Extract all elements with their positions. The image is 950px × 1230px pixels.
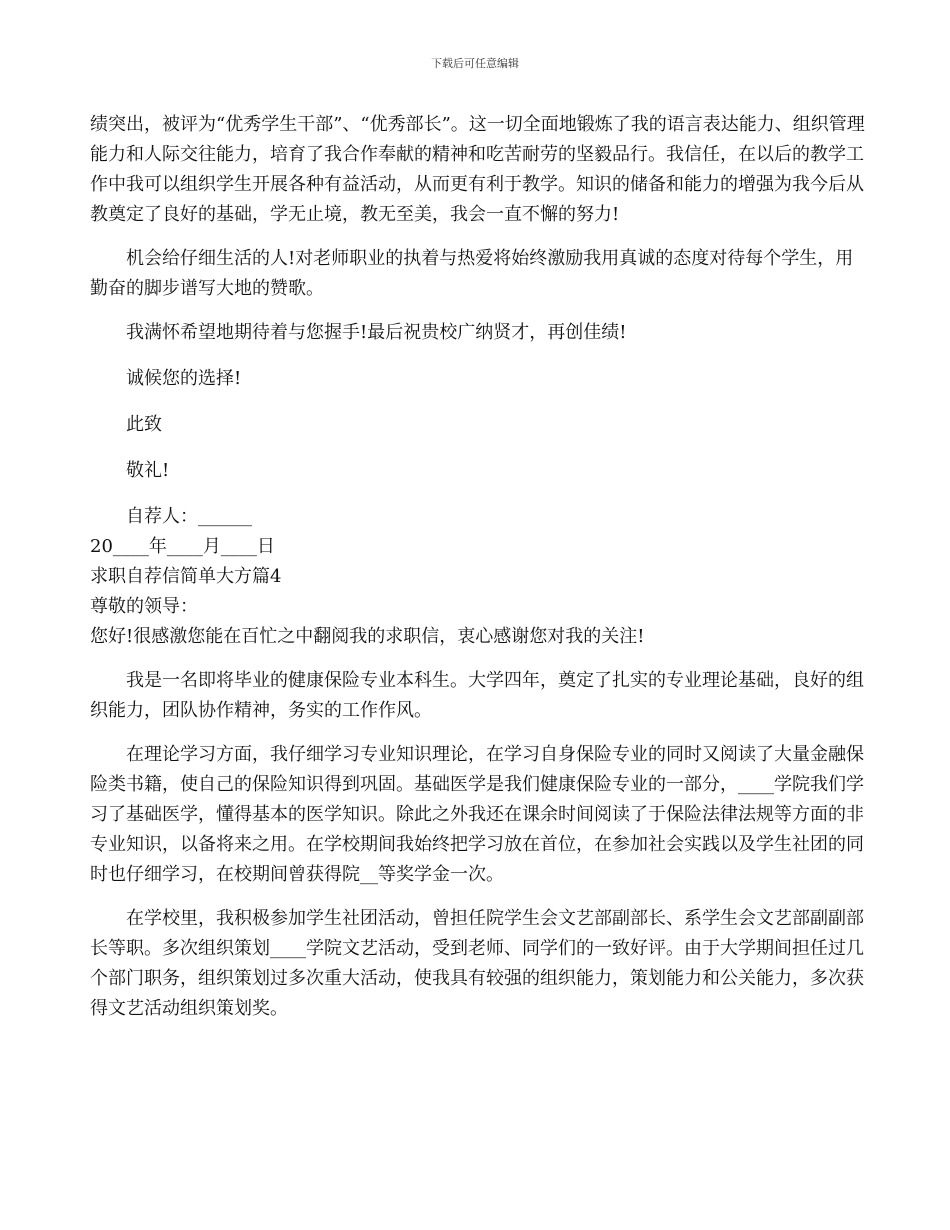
date-line: 20____年____月____日 <box>90 536 275 557</box>
paragraph-intro: 我是一名即将毕业的健康保险专业本科生。大学四年，奠定了扎实的专业理论基础，良好的组织能力，团队协作精神，务实的工作作风。 <box>90 670 864 721</box>
paragraph-activities: 在学校里，我积极参加学生社团活动，曾担任院学生会文艺部副部长、系学生会文艺部副副部长等职。多次组织策划____学院文艺活动，受到老师、同学们的一致好评。由于大学期间担任过几个部门职务，组织策划过多次重大活动，使我具有较强的组织能力，策划能力和公关能力，多次获得文艺活动组织策划奖。 <box>90 908 864 1019</box>
document-body <box>90 110 865 1038</box>
signature-line: 自荐人：______ <box>126 506 252 527</box>
paragraph-handshake: 我满怀希望地期待着与您握手!最后祝贵校广纳贤才，再创佳绩! <box>126 322 627 343</box>
page-header-note: 下载后可任意编辑 <box>431 57 519 70</box>
closing-jingli: 敬礼! <box>126 460 170 481</box>
paragraph-opportunity: 机会给仔细生活的人!对老师职业的执着与热爱将始终激励我用真诚的态度对待每个学生，用勤奋的脚步谱写大地的赞歌。 <box>90 248 854 299</box>
section-title: 求职自荐信简单大方篇4 <box>90 566 282 587</box>
greeting: 您好!很感激您能在百忙之中翻阅我的求职信，衷心感谢您对我的关注! <box>90 626 645 647</box>
salutation: 尊敬的领导： <box>90 596 198 617</box>
closing-await: 诚候您的选择! <box>126 368 242 389</box>
closing-cizhi: 此致 <box>126 414 162 435</box>
paragraph-study: 在理论学习方面，我仔细学习专业知识理论，在学习自身保险专业的同时又阅读了大量金融保险类书籍，使自己的保险知识得到巩固。基础医学是我们健康保险专业的一部分，____学院我们学习了基础医学，懂得基本的医学知识。除此之外我还在课余时间阅读了于保险法律法规等方面的非专业知识，以备将来之用。在学校期间我始终把学习放在首位，在参加社会实践以及学生社团的同时也仔细学习，在校期间曾获得院__等奖学金一次。 <box>90 744 864 885</box>
paragraph-continued: 绩突出，被评为“优秀学生干部”、“优秀部长”。这一切全面地锻炼了我的语言表达能力、组织管理能力和人际交往能力，培育了我合作奉献的精神和吃苦耐劳的坚毅品行。我信任，在以后的教学工作中我可以组织学生开展各种有益活动，从而更有利于教学。知识的储备和能力的增强为我今后从教奠定了良好的基础，学无止境，教无至美，我会一直不懈的努力! <box>90 114 865 225</box>
